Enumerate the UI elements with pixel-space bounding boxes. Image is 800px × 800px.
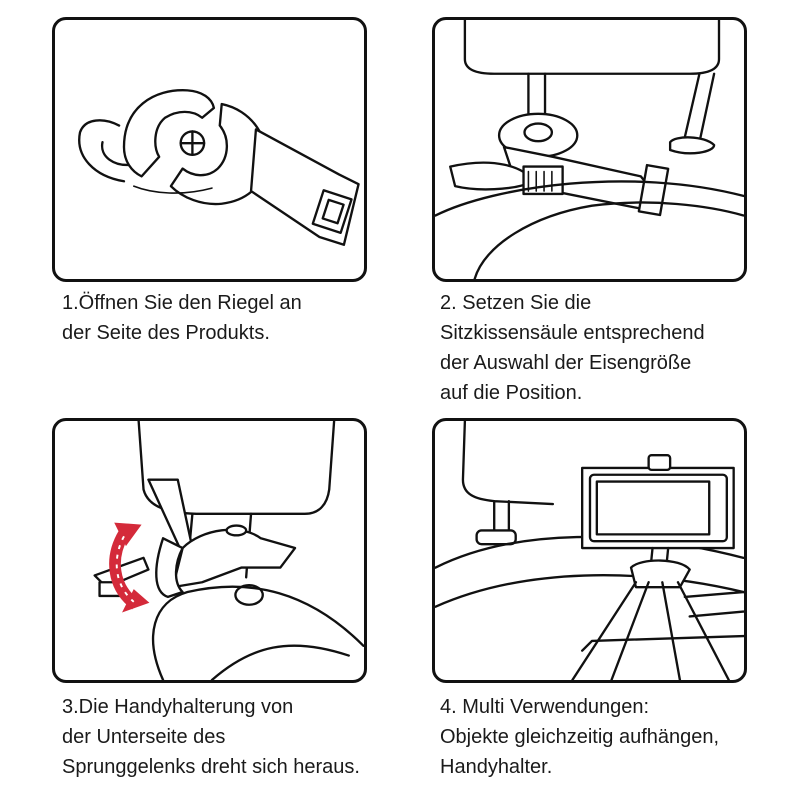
- caption-line: der Auswahl der Eisengröße: [440, 352, 692, 374]
- caption-line: auf die Position.: [440, 382, 583, 404]
- caption-line: 1.Öffnen Sie den Riegel an: [62, 292, 302, 314]
- step-4-illustration: [432, 418, 747, 683]
- step-4-caption: [440, 692, 719, 782]
- rotate-handle-illustration: [55, 421, 364, 680]
- caption-line: 2. Setzen Sie die: [440, 292, 592, 314]
- step-2-caption: [440, 288, 705, 408]
- step-3-illustration: [52, 418, 367, 683]
- caption-line: Handyhalter.: [440, 756, 553, 778]
- caption-line: Objekte gleichzeitig aufhängen,: [440, 726, 720, 748]
- headrest-mount-illustration: [435, 20, 744, 279]
- caption-line: Sitzkissensäule entsprechend: [440, 322, 705, 344]
- step-1-caption: [62, 288, 302, 348]
- phone-holder-illustration: [435, 421, 744, 680]
- hook-open-latch-illustration: [55, 20, 364, 279]
- caption-line: der Unterseite des: [62, 726, 226, 748]
- caption-line: der Seite des Produkts.: [62, 322, 270, 344]
- step-3-caption: [62, 692, 360, 782]
- caption-line: 4. Multi Verwendungen:: [440, 696, 650, 718]
- caption-line: Sprunggelenks dreht sich heraus.: [62, 756, 360, 778]
- caption-line: 3.Die Handyhalterung von: [62, 696, 294, 718]
- step-1-illustration: [52, 17, 367, 282]
- step-2-illustration: [432, 17, 747, 282]
